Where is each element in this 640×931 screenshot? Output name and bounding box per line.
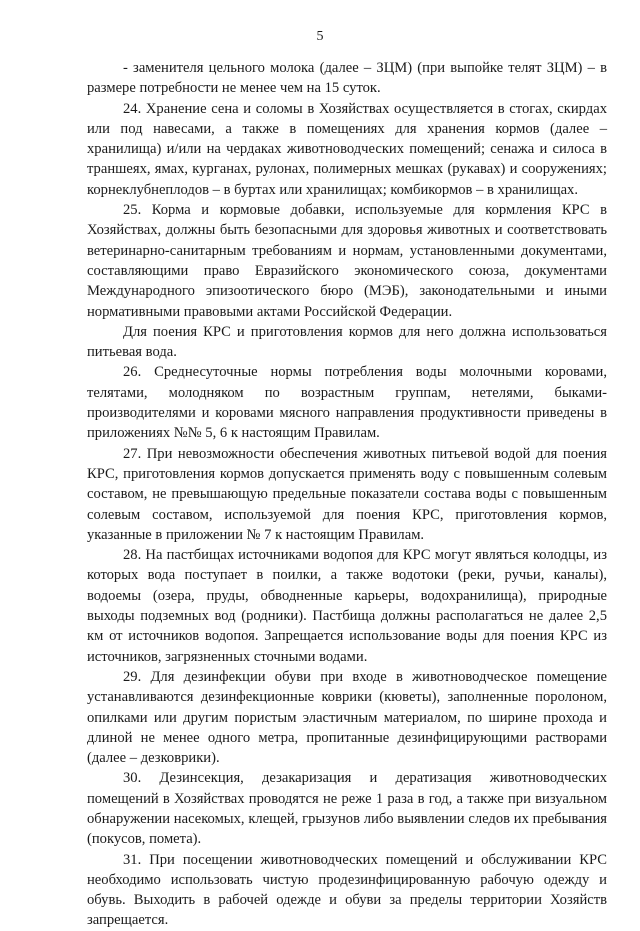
paragraph-27-saline-water: 27. При невозможности обеспечения животных питьевой водой для поения КРС, приготовления кормов допускается применять воду с повышенным солевым составом, не превышающую предельные показатели состава воды с повышенным солевым составом, используемой для поения КРС, приготовления кормов, указанные в приложении № 7 к настоящим Правилам. — [87, 445, 607, 543]
paragraph-29-disinfection-mats: 29. Для дезинфекции обуви при входе в животноводческое помещение устанавливаются дезинфекционные коврики (кюветы), заполненные поролоном, опилками или другим пористым эластичным материалом, по ширине прохода и длиной не менее одного метра, пропитанные дезинфицирующими растворами (далее – дезковрики). — [87, 668, 607, 767]
paragraph-24-hay-storage: 24. Хранение сена и соломы в Хозяйствах осуществляется в стогах, скирдах или под навесами, а также в помещениях для хранения кормов (далее – хранилища) и/или на чердаках животноводческих помещений; сенажа и силоса в траншеях, ямах, курганах, рулонах, полимерных мешках (рукавах) и сооружениях; корнеклубнеплодов – в буртах или хранилищах; комбикормов – в хранилищах. — [87, 100, 607, 198]
paragraph-drinking-water: Для поения КРС и приготовления кормов для него должна использоваться питьевая вода. — [87, 323, 607, 361]
paragraph-31-work-clothing: 31. При посещении животноводческих помещений и обслуживании КРС необходимо использовать чистую продезинфицированную рабочую одежду и обувь. Выходить в рабочей одежде и обуви за пределы территории Хозяйств запрещается. — [87, 851, 607, 929]
paragraph-30-pest-control: 30. Дезинсекция, дезакаризация и дератизация животноводческих помещений в Хозяйствах проводятся не реже 1 раза в год, а также при визуальном обнаружении насекомых, клещей, грызунов либо выявлении следов их пребывания (покусов, помета). — [87, 770, 607, 848]
document-body — [87, 58, 607, 931]
paragraph-26-water-norms: 26. Среднесуточные нормы потребления воды молочными коровами, телятами, молодняком по возрастным группам, нетелями, быками-производителями и коровами мясного направления продуктивности приведены в приложениях №№ 5, 6 к настоящим Правилам. — [87, 364, 607, 442]
paragraph-milk-substitute: - заменителя цельного молока (далее – ЗЦМ) (при выпойке телят ЗЦМ) – в размере потребности не менее чем на 15 суток. — [87, 60, 607, 97]
paragraph-25-feed-safety: 25. Корма и кормовые добавки, используемые для кормления КРС в Хозяйствах, должны быть безопасными для здоровья животных и соответствовать ветеринарно-санитарным требованиям и нормам, установленными документами, составляющими право Евразийского экономического союза, документами Международного эпизоотического бюро (МЭБ), законодательными и иными нормативными правовыми актами Российской Федерации. — [87, 202, 607, 320]
page-number: 5 — [316, 29, 324, 44]
paragraph-28-pasture-water: 28. На пастбищах источниками водопоя для КРС могут являться колодцы, из которых вода поступает в поилки, а также водотоки (реки, ручьи, каналы), водоемы (озера, пруды, обводненные карьеры, водохранилища), природные выходы подземных вод (родники). Пастбища должны располагаться не далее 2,5 км от источников водопоя. Запрещается использование воды для поения КРС из источников, загрязненных сточными водами. — [87, 547, 607, 665]
